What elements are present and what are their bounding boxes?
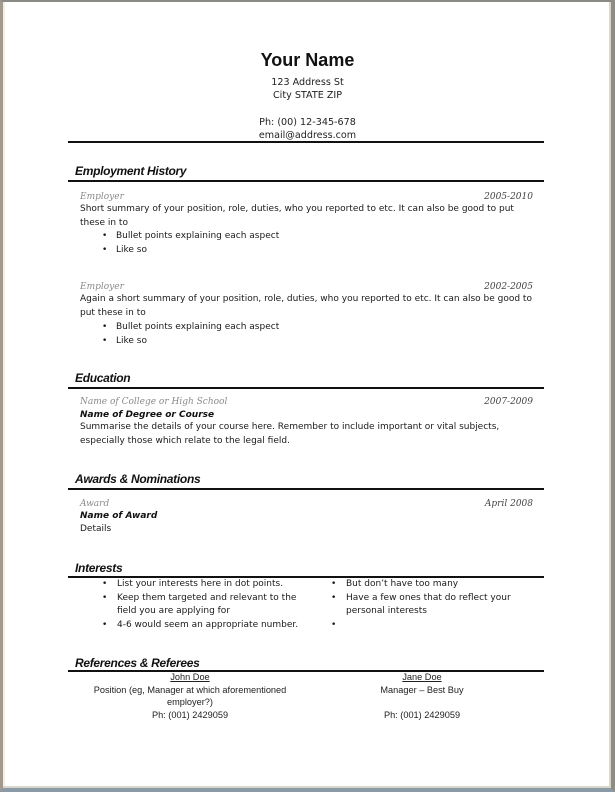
interest-item: • Keep them targeted and relevant to the field you are applying for (102, 592, 297, 616)
school-name: Name of College or High School (80, 397, 228, 407)
reference-position: employer?) (167, 697, 213, 707)
education-divider (68, 387, 544, 389)
reference-phone: Ph: (001) 2429059 (151, 709, 229, 720)
interest-item: • Have a few ones that do reflect your personal interests (331, 592, 511, 616)
section-title-employment: Employment History (75, 164, 187, 178)
reference-position: Manager – Best Buy (380, 684, 464, 695)
summary-line: Again a short summary of your position, role, duties, who you reported to etc. It can also be good to (80, 294, 532, 304)
section-title-interests: Interests (75, 561, 123, 575)
employer-name: Employer (80, 192, 124, 202)
summary-line: especially those which relate to the legal field. (80, 435, 290, 446)
bullet-icon: • (102, 245, 108, 255)
resume-name: Your Name (260, 50, 355, 70)
summary-line: Summarise the details of your course here. Remember to include important or vital subjects, (80, 422, 500, 432)
education-summary (80, 421, 540, 448)
award-label: Award (80, 499, 110, 509)
reference-name: Jane Doe (402, 672, 442, 682)
employer-name: Employer (80, 282, 124, 292)
address-line-2: City STATE ZIP (272, 90, 343, 101)
header-divider (68, 141, 544, 143)
interests-right-column (331, 578, 541, 632)
bullet-icon: • (331, 619, 337, 630)
address-line-1: 123 Address St (271, 77, 344, 88)
reference-position: Position (eg, Manager at which aforementioned (93, 684, 287, 695)
interest-item: • But don’t have too many (331, 578, 541, 592)
section-title-awards: Awards & Nominations (75, 472, 201, 486)
award-name: Name of Award (80, 511, 158, 521)
section-title-education: Education (75, 371, 131, 385)
employment-summary (80, 293, 540, 320)
interests-left-column (102, 578, 322, 632)
reference-name: John Doe (170, 672, 210, 682)
summary-line: these in to (80, 217, 128, 228)
degree-name: Name of Degree or Course (80, 410, 215, 420)
reference-position (312, 696, 532, 709)
employment-date: 2005-2010 (484, 192, 533, 202)
bullet-icon: • (102, 592, 108, 603)
interest-item: • List your interests here in dot points. (102, 578, 322, 592)
bullet-icon: • (331, 579, 337, 589)
bullet-icon: • (102, 579, 108, 589)
bullet-icon: • (102, 231, 108, 241)
summary-line: put these in to (80, 307, 146, 318)
awards-divider (68, 488, 544, 490)
employment-summary (80, 203, 540, 230)
reference-card (312, 671, 532, 721)
email: email@address.com (258, 130, 357, 141)
reference-card (80, 671, 300, 721)
bullet-icon: • (102, 619, 108, 630)
interest-item: • 4-6 would seem an appropriate number. (102, 619, 322, 633)
education-date: 2007-2009 (484, 397, 533, 407)
employment-date: 2002-2005 (484, 282, 533, 292)
summary-line: Short summary of your position, role, duties, who you reported to etc. It can also be good to put (80, 204, 514, 214)
bullet-icon: • (102, 322, 108, 332)
bullet-icon: • (102, 336, 108, 346)
employment-divider (68, 180, 544, 182)
award-details: Details (80, 524, 112, 534)
section-title-references: References & Referees (75, 656, 200, 670)
interest-item-empty (331, 619, 541, 633)
phone: Ph: (00) 12-345-678 (259, 117, 356, 128)
bullet-icon: • (331, 592, 337, 603)
reference-phone: Ph: (001) 2429059 (383, 709, 461, 720)
award-date: April 2008 (484, 499, 533, 509)
